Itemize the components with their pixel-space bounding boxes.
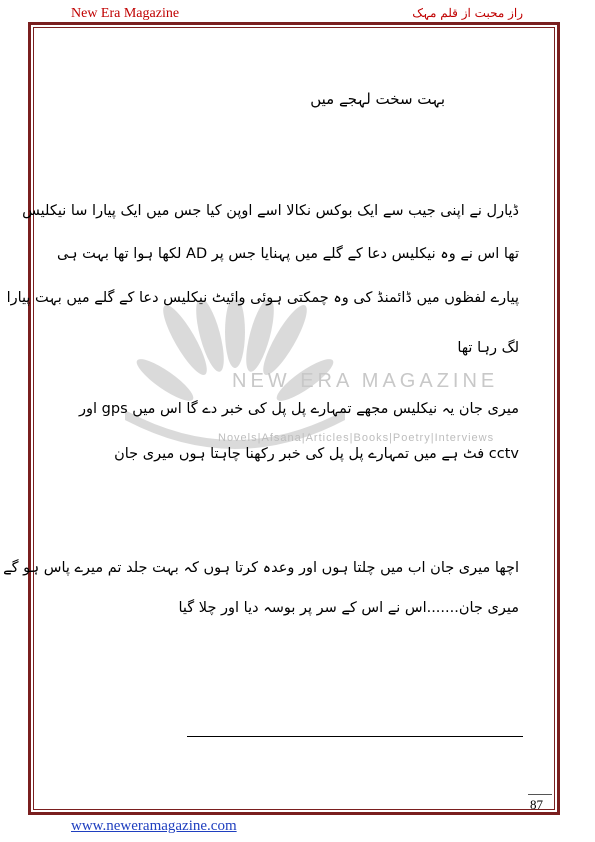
page-number: 87 bbox=[530, 797, 543, 812]
text-line: پیارے لفظوں میں ڈائمنڈ کی وہ چمکتی ہوئی وائیٹ نیکلیس دعا کے گلے میں بہت پیارا bbox=[6, 290, 519, 306]
text-line: میری جان یہ نیکلیس مجھے تمہارے پل پل کی خبر دے گا اس میں gps اور bbox=[79, 401, 519, 417]
text-line: لگ رہا تھا bbox=[457, 340, 519, 356]
text-line: میری جان.......اس نے اس کے سر پر بوسہ دیا اور چلا گیا bbox=[178, 600, 519, 616]
text-line: اچھا میری جان اب میں چلتا ہوں اور وعدہ کرتا ہوں کہ بہت جلد تم میرے پاس ہو گے bbox=[3, 560, 519, 576]
magazine-name: New Era Magazine bbox=[71, 6, 180, 21]
signature-rule bbox=[187, 736, 523, 737]
page-number-rule bbox=[528, 794, 552, 795]
heading: بہت سخت لہجے میں bbox=[310, 90, 445, 108]
text-line: cctv فٹ ہے میں تمہارے پل پل کی خبر رکھنا چاہتا ہوں میری جان bbox=[114, 446, 519, 462]
watermark-subtitle: Novels|Afsana|Articles|Books|Poetry|Interviews bbox=[218, 432, 495, 444]
footer-website-link[interactable]: www.neweramagazine.com bbox=[71, 818, 237, 834]
watermark-title: NEW ERA MAGAZINE bbox=[232, 370, 499, 392]
text-line: ڈیارل نے اپنی جیب سے ایک بوکس نکالا اسے اوپن کیا جس میں ایک پیارا سا نیکلیس bbox=[22, 203, 519, 219]
text-line: تھا اس نے وہ نیکلیس دعا کے گلے میں پہنایا جس پر AD لکھا ہوا تھا بہت ہی bbox=[56, 246, 519, 262]
story-title: راز محبت از قلم مہک bbox=[412, 6, 523, 20]
